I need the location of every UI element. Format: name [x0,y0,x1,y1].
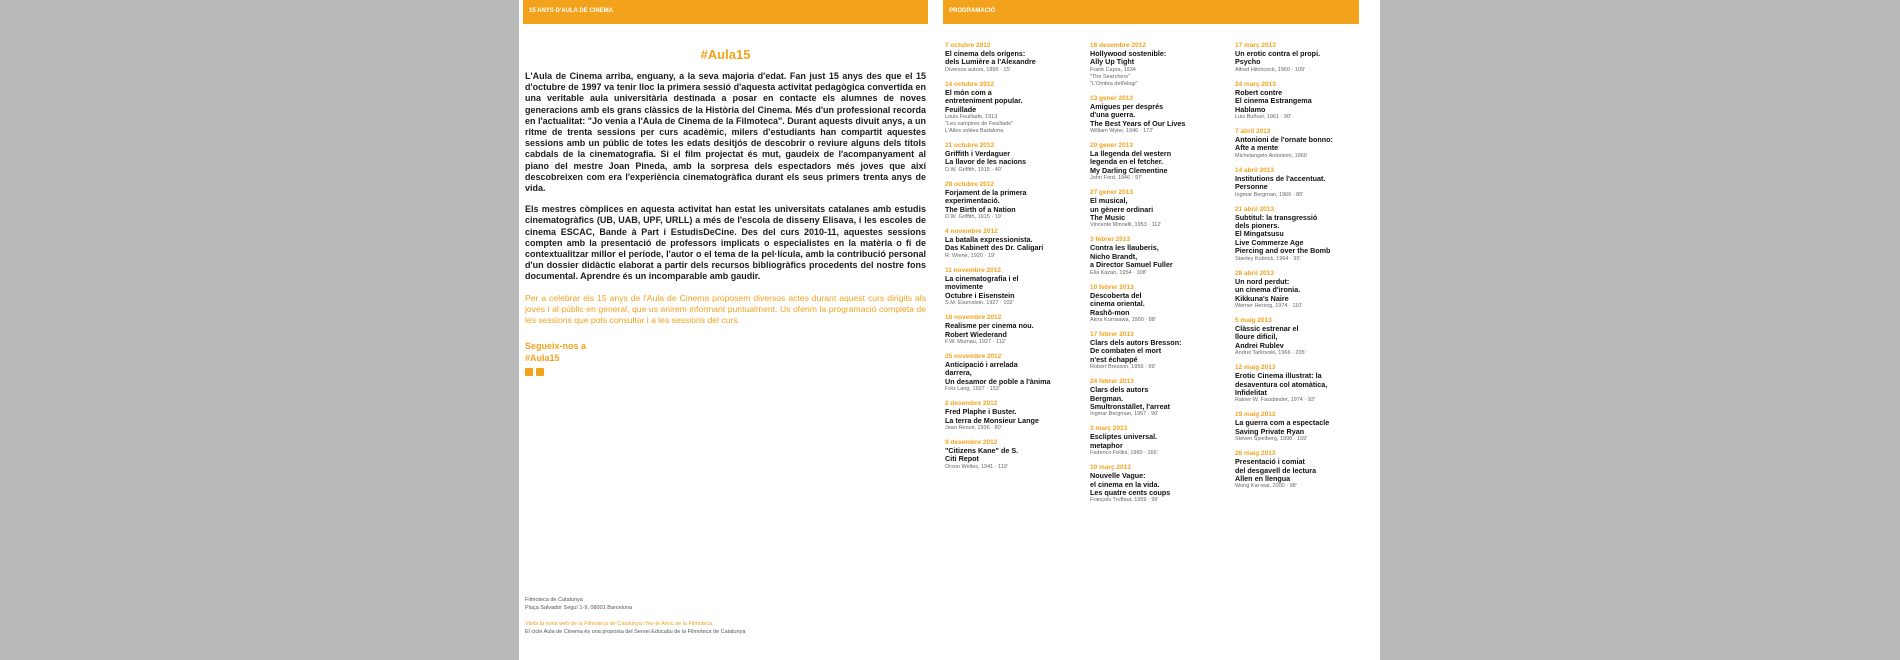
schedule-entry[interactable] [1090,331,1225,371]
entry-title[interactable]: Amigues per després d'una guerra. The Best Years of Our Lives [1090,101,1186,128]
entry-date: 18 novembre 2012 [945,314,1002,322]
entry-meta: François Truffaut, 1959 · 99' [1090,497,1159,504]
hashtag-title: #Aula15 [700,47,751,62]
schedule-entry[interactable] [1090,189,1225,229]
schedule-entry[interactable] [1090,425,1225,457]
entry-date: 11 novembre 2012 [945,266,1002,274]
footer-link[interactable]: Visita la nova web de la Filmoteca de Catalunya i fes-te Amic de la Filmoteca [525,621,713,627]
entry-title[interactable]: El cinema dels orígens: dels Lumière a l'Alexandre [945,49,1036,67]
entry-title[interactable]: La guerra com a espectacle Saving Private Ryan [1235,418,1330,436]
main-column [523,24,928,380]
entry-title[interactable]: La cinematografia i el movimente Octubre i Eisenstein [945,273,1019,300]
entry-date: 21 octubre 2012 [945,142,995,150]
entry-meta: Rainer W. Fassbinder, 1974 · 93' [1235,397,1315,404]
entry-title[interactable]: Clàssic estrenar el lloure difícil, Andrei Rublev [1235,323,1299,350]
schedule-column-1 [945,42,1080,478]
follow-hashtag-link[interactable]: #Aula15 [525,352,560,363]
entry-date: 3 març 2013 [1090,425,1128,433]
footer-line: Plaça Salvador Seguí 1-9, 08001 Barcelona [525,605,633,611]
entry-meta: Stanley Kubrick, 1964 · 95' [1235,255,1301,262]
schedule-entry[interactable] [945,400,1080,432]
entry-date: 16 desembre 2012 [1090,42,1147,49]
schedule-column-3 [1235,42,1370,497]
entry-title[interactable]: Descoberta del cinema oriental. Rashô-mon [1090,290,1145,317]
entry-date: 3 febrer 2013 [1090,236,1131,244]
schedule-entry[interactable] [945,42,1080,74]
entry-meta: S.M. Eisenstein, 1927 · 102' [945,300,1014,307]
entry-title[interactable]: Griffith i Verdaguer La llavor de les nacions [945,149,1027,167]
entry-date: 14 abril 2013 [1235,166,1275,174]
entry-date: 25 novembre 2012 [945,352,1002,360]
entry-title[interactable]: Antonioni de l'ornate bonno: Afte a mente [1235,135,1333,153]
entry-meta: Diversos autors, 1895 · 15' [945,66,1011,73]
entry-date: 24 març 2013 [1235,80,1276,88]
entry-meta: Werner Herzog, 1974 · 110' [1235,302,1303,309]
schedule-entry[interactable] [1235,450,1370,490]
entry-meta: Alfred Hitchcock, 1960 · 109' [1235,66,1306,73]
schedule-entry[interactable] [1235,317,1370,357]
entry-date: 9 desembre 2012 [945,438,998,446]
celebration-note: Per a celebrar els 15 anys de l'Aula de Cinema proposem diversos actes durant aquest curs dirigits als joves i al públic en general, que us anirem informant puntualment. Us oferim la programació completa de les sessions que pots consultar i a les sessions del curs. [525,292,926,325]
entry-title[interactable]: Escliptes universal. metaphor [1090,432,1158,450]
schedule-entry[interactable] [945,181,1080,221]
entry-title[interactable]: Erotic Cinema illustrat: la desaventura col atomàtica, Infidelitat [1235,371,1328,397]
entry-meta: Fritz Lang, 1927 · 153' [945,386,1000,393]
entry-meta: Wong Kar-wai, 2000 · 98' [1235,483,1297,490]
entry-meta: Robert Bresson, 1956 · 99' [1090,364,1156,371]
schedule-entry[interactable] [1235,411,1370,443]
entry-meta: Jean Renoir, 1936 · 80' [945,424,1002,431]
entry-title[interactable]: Subtitul: la transgressió dels pioners. El Mingatsusu Live Commerze Age Piercing and over the Bomb [1235,212,1331,256]
entry-date: 14 octubre 2012 [945,80,995,88]
schedule-entry[interactable] [1090,142,1225,182]
schedule-entry[interactable] [945,81,1080,135]
entry-meta: Luis Buñuel, 1961 · 90' [1235,114,1292,121]
entry-date: 10 febrer 2013 [1090,283,1134,291]
schedule-entry[interactable] [1090,378,1225,418]
entry-title[interactable]: Nouvelle Vague: el cinema en la vida. Les quatre cents coups [1090,471,1171,497]
entry-date: 19 maig 2013 [1235,411,1276,419]
social-icons [525,368,926,376]
entry-date: 17 febrer 2013 [1090,330,1134,338]
follow-block [525,340,926,364]
intro-text [525,71,926,283]
schedule-entry[interactable] [1235,206,1370,263]
entry-date: 27 gener 2013 [1090,189,1134,197]
entry-meta: R. Wiene, 1920 · 19' [945,252,995,259]
schedule-entry[interactable] [945,314,1080,346]
entry-title[interactable]: "Citizens Kane" de S. Citi Repot [945,445,1019,464]
schedule-entry[interactable] [945,353,1080,393]
entry-meta: Ingmar Bergman, 1957 · 90' [1090,411,1159,418]
schedule-column-2 [1090,42,1225,511]
newsletter-page [519,0,1380,660]
entry-meta: John Ford, 1946 · 97' [1090,175,1143,182]
entry-meta: Vincente Minnelli, 1953 · 112' [1090,222,1162,229]
entry-meta: F.W. Murnau, 1927 · 112' [945,338,1006,345]
header-bar-left [523,0,928,24]
schedule-entry[interactable] [1235,128,1370,160]
entry-date: 12 maig 2013 [1235,364,1276,372]
entry-date: 13 gener 2013 [1090,94,1134,102]
entry-title[interactable]: Clars dels autors Bresson: De combaten el mort n'est échappé [1090,337,1182,364]
schedule-entry[interactable] [1090,42,1225,88]
entry-date: 28 octubre 2012 [945,180,995,188]
schedule-entry[interactable] [945,228,1080,260]
schedule-entry[interactable] [1090,464,1225,504]
header-bar-right [943,0,1359,24]
entry-title[interactable]: El musical, un gènere ordinari The Music [1090,196,1154,223]
schedule-entry[interactable] [1235,42,1370,74]
entry-date: 4 novembre 2012 [945,228,998,236]
schedule-entry[interactable] [1235,364,1370,404]
entry-title[interactable]: La llegenda del western legenda en el fetcher. My Darling Clementine [1090,149,1172,175]
schedule-entry[interactable] [945,142,1080,174]
entry-title[interactable]: Un nord perdut: un cinema d'ironia. Kikkuna's Naire [1235,276,1301,303]
entry-title[interactable]: El món com a entreteniment popular. Feuillade [945,87,1023,114]
entry-date: 26 maig 2013 [1235,450,1276,458]
entry-title[interactable]: Contra les llauberis, Nicho Brandt, a Director Samuel Fuller [1090,243,1173,270]
entry-date: 7 octubre 2012 [945,42,991,49]
schedule-entry[interactable] [1090,284,1225,324]
entry-meta: D.W. Griffith, 1915 · 19' [945,214,1002,221]
schedule-entry[interactable] [945,439,1080,471]
entry-title[interactable]: Forjament de la primera experimentació. The Birth of a Nation [945,187,1027,214]
entry-date: 24 febrer 2013 [1090,378,1134,386]
entry-meta: Elia Kazan, 1954 · 108' [1090,269,1147,276]
entry-meta: Ingmar Bergman, 1966 · 85' [1235,191,1304,198]
header-left-label: 15 ANYS D'AULA DE CINEMA [529,8,613,14]
entry-title[interactable]: Robert contre El cinema Estrangema Hablamo [1235,87,1312,114]
entry-meta: Federico Fellini, 1960 · 166' [1090,450,1158,457]
header-right-label: PROGRAMACIÓ [949,8,996,14]
entry-meta: Frank Capra, 1934 "The Searchers" "L'Ombra dell'elogi" [1090,66,1138,87]
entry-meta: D.W. Griffith, 1915 · 40' [945,166,1002,173]
entry-title[interactable]: Anticipació i arrelada darrera, Un desamor de poble a l'ànima [945,359,1051,386]
entry-title[interactable]: Fred Plaphe i Buster. La terra de Monsieur Lange [945,407,1039,425]
entry-date: 20 gener 2013 [1090,142,1134,150]
footer [525,596,925,636]
entry-date: 28 abril 2013 [1235,269,1275,277]
entry-date: 17 març 2013 [1235,42,1276,49]
follow-label: Segueix-nos a [525,340,587,351]
entry-meta: Louis Feuillade, 1913 "Les vampires de Feuillade" L'Ailes volées Badalona [945,114,1014,135]
schedule-entry[interactable] [1235,81,1370,121]
entry-title[interactable]: Institutions de l'accentuat. Personne [1235,173,1326,192]
entry-meta: Steven Spielberg, 1998 · 169' [1235,436,1308,443]
schedule-entry[interactable] [1090,95,1225,135]
twitter-icon[interactable] [536,368,544,376]
entry-meta: Michelangelo Antonioni, 1960 [1235,152,1307,159]
schedule-entry[interactable] [1235,167,1370,199]
entry-title[interactable]: Hollywood sostenible: Ally Up Tight [1090,49,1167,67]
entry-date: 10 març 2013 [1090,464,1131,472]
schedule-entry[interactable] [1235,270,1370,310]
intro-paragraph: L'Aula de Cinema arriba, enguany, a la seva majoria d'edat. Fan just 15 anys des que el 15 d'octubre de 1997 va tenir lloc la primera sessió d'aquesta activitat pedagògica convertida en una veritable aula universitària destinada a posar en contacte els alumnes de noves generacions amb els grans clàssics de la Història del Cinema. Més d'un professional recorda en l'actualitat: "Jo venia a l'Aula de Cinema de la Filmoteca". Durant aquests divuit anys, a un ritme de trenta sessions per curs acadèmic, milers d'estudiants han compartit aquestes sessions amb un públic de totes les edats desitjós de descobrir o reviure alguns dels títols cabdals de la cinematografia. Si el film projectat és mut, gaudeix de l'acompanyament al piano del mestre Joan Pineda, amb la sorpresa dels espectadors més joves que així descobreixen com era l'experiència cinematogràfica durant els seus primers trenta anys de vida. [525,71,926,194]
entry-title[interactable]: Realisme per cinema nou. Robert Wiederand [945,321,1034,339]
entry-meta: Andrei Tarkovski, 1966 · 205' [1235,350,1306,357]
schedule-entry[interactable] [945,267,1080,307]
intro-paragraph: Els mestres còmplices en aquesta activitat han estat les universitats catalanes amb estudis cinematogràfics (UB, UAB, UPF, URLL) a més de l'escola de disseny Elisava, i les escoles de cinema ESCAC, Bande à Part i EstudisDeCine. Des del curs 2010-11, aquestes sessions compten amb la presentació de professors implicats o especialistes en la matèria o fi de contextualitzar millor el període, l'autor o el tema de la pel·lícula, amb la contribució personal d'un dossier didàctic elaborat a partir dels recursos bibliogràfics procedents del nostre fons documental. Aprendre és un incomparable amb gaudir. [525,204,926,282]
entry-meta: Akira Kurosawa, 1950 · 88' [1090,316,1156,323]
entry-date: 7 abril 2013 [1235,128,1271,136]
entry-title[interactable]: Presentació i comiat del desgavell de lectura Allen en llengua [1235,457,1317,483]
entry-meta: William Wyler, 1946 · 172' [1090,128,1154,135]
entry-title[interactable]: La batalla expressionista. Das Kabinett des Dr. Caligari [945,235,1044,253]
entry-date: 2 desembre 2012 [945,400,998,408]
schedule-entry[interactable] [1090,236,1225,276]
entry-title[interactable]: Clars dels autors Bergman. Smultronstället, l'arreat [1090,385,1170,411]
entry-title[interactable]: Un erotic contra el propi. Psycho [1235,49,1321,67]
entry-date: 21 abril 2013 [1235,205,1275,213]
footer-line: Filmoteca de Catalunya [525,597,583,603]
entry-meta: Orson Welles, 1941 · 119' [945,463,1008,470]
footer-line: El cicle Aula de Cinema és una proposta del Servei Educatiu de la Filmoteca de Catalunya [525,629,746,635]
entry-date: 5 maig 2013 [1235,316,1272,324]
facebook-icon[interactable] [525,368,533,376]
